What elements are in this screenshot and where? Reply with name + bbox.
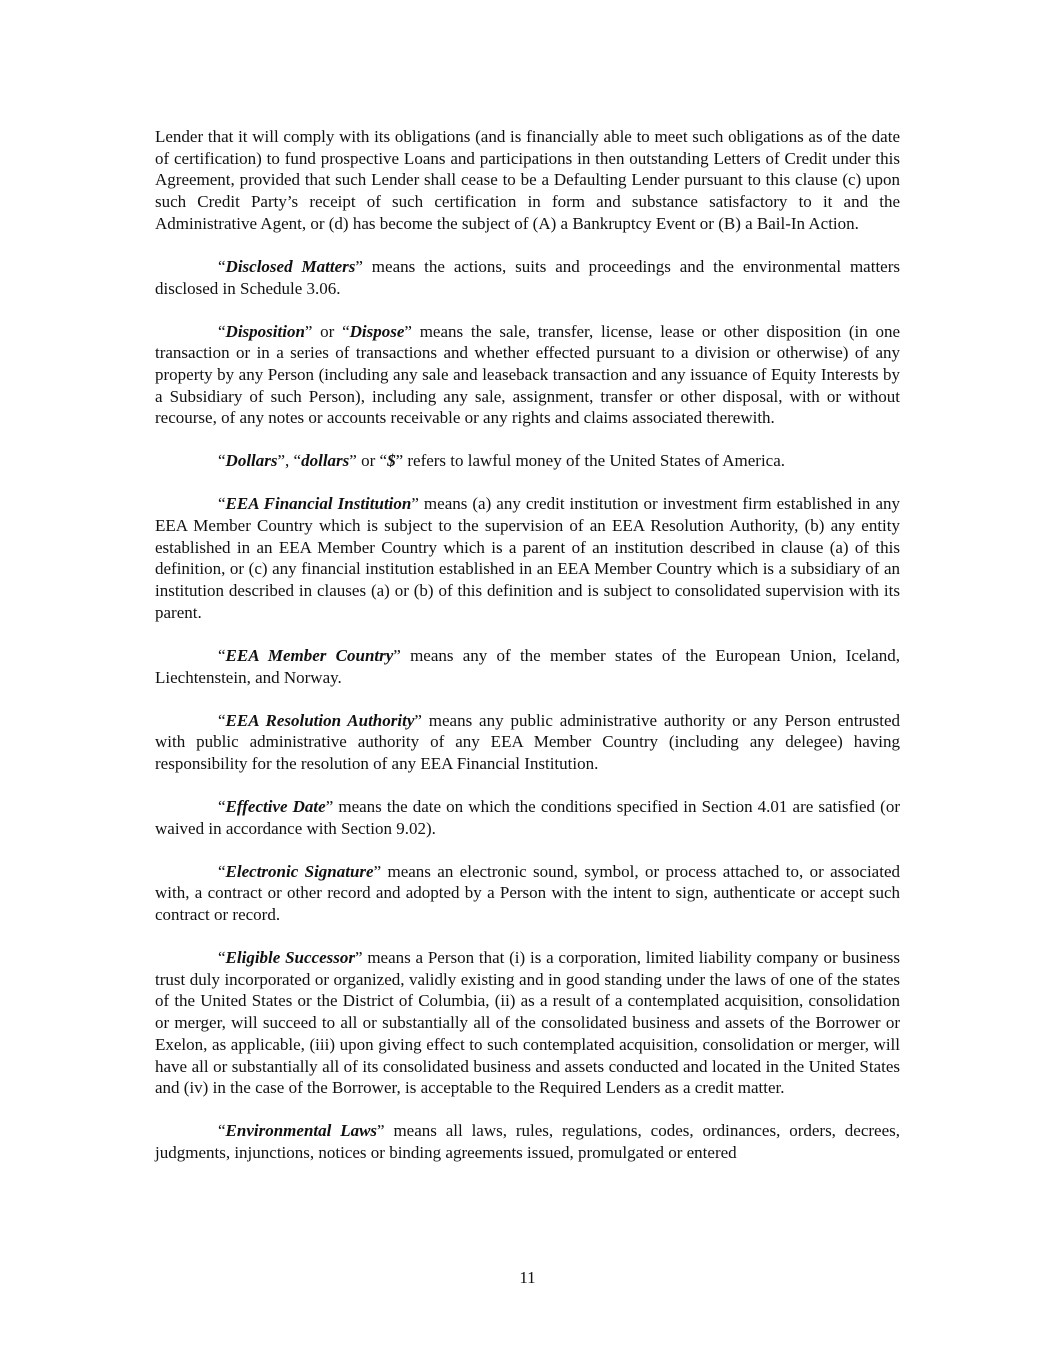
definition-paragraph: [155, 493, 900, 623]
paragraph-text: “: [218, 494, 226, 514]
definition-paragraph: [155, 710, 900, 775]
paragraph-text: Lender that it will comply with its obligations (and is financially able to meet such obligations as of the date of certification) to fund prospective Loans and participations in then outstanding Letters of Credit under this Agreement, provided that such Lender shall cease to be a Defaulting Lender pursuant to this clause (c) upon such Credit Party’s receipt of such certification in form and substance satisfactory to it and the Administrative Agent, or (d) has become the subject of (A) a Bankruptcy Event or (B) a Bail-In Action.: [155, 127, 900, 233]
definition-paragraph: [155, 450, 900, 472]
defined-term: $: [387, 451, 396, 471]
paragraph-text: “: [218, 451, 226, 471]
paragraph-text: “: [218, 1121, 226, 1141]
paragraph-text: ” means all laws, rules, regulations, codes, ordinances, orders, decrees, judgments, injunctions, notices or binding agreements issued, promulgated or entered: [155, 1121, 900, 1162]
paragraph-text: “: [218, 256, 226, 276]
paragraph-text: ” refers to lawful money of the United States of America.: [395, 451, 786, 471]
paragraph-text: ” means any of the member states of the European Union, Iceland, Liechtenstein, and Norway.: [155, 645, 900, 687]
paragraph-text: ” or “: [349, 451, 388, 471]
definition-paragraph: [155, 126, 900, 235]
paragraph-text: ” means the sale, transfer, license, lease or other disposition (in one transaction or in a series of transactions and whether effected pursuant to a division or otherwise) of any property by any Person (including any sale and leaseback transaction and any issuance of Equity Interests by a Subsidiary of such Person), including any sale, assignment, transfer or other disposal, with or without recourse, of any notes or accounts receivable or any rights and claims associated therewith.: [155, 321, 900, 428]
defined-term: dollars: [301, 451, 350, 471]
paragraph-text: ” means an electronic sound, symbol, or process attached to, or associated with, a contract or other record and adopted by a Person with the intent to sign, authenticate or accept such contract or record.: [155, 861, 900, 925]
defined-term: Eligible Successor: [225, 948, 355, 968]
paragraph-text: ” or “: [304, 321, 350, 341]
defined-term: Disposition: [225, 321, 305, 341]
defined-term: Dollars: [225, 451, 278, 471]
definition-paragraph: [155, 947, 900, 1099]
page-number: 11: [519, 1268, 536, 1287]
document-body: [155, 126, 900, 1185]
paragraph-text: ” means the date on which the conditions specified in Section 4.01 are satisfied (or waived in accordance with Section 9.02).: [155, 796, 900, 838]
defined-term: EEA Member Country: [225, 645, 394, 665]
paragraph-text: “: [218, 321, 226, 341]
paragraph-text: “: [218, 948, 226, 968]
paragraph-text: ” means any public administrative authority or any Person entrusted with public administrative authority of any EEA Member Country (including any delegee) having responsibility for the resolution of any EEA Financial Institution.: [155, 710, 901, 773]
defined-term: EEA Resolution Authority: [225, 710, 415, 730]
defined-term: Dispose: [349, 321, 405, 341]
definition-paragraph: [155, 645, 900, 688]
paragraph-text: “: [218, 796, 226, 816]
paragraph-text: ” means the actions, suits and proceedings and the environmental matters disclosed in Schedule 3.06.: [155, 256, 900, 298]
definition-paragraph: [155, 321, 900, 430]
definition-paragraph: [155, 861, 900, 926]
defined-term: Disclosed Matters: [225, 256, 356, 276]
paragraph-text: “: [218, 645, 226, 665]
definition-paragraph: [155, 256, 900, 299]
defined-term: Electronic Signature: [225, 861, 374, 881]
paragraph-text: ” means a Person that (i) is a corporation, limited liability company or business trust duly incorporated or organized, validly existing and in good standing under the laws of one of the states of the United States or the District of Columbia, (ii) as a result of a contemplated acquisition, consolidation or merger, will succeed to all or substantially all of the consolidated business and assets of the Borrower or Exelon, as applicable, (iii) upon giving effect to such contemplated acquisition, consolidation or merger, will have all or substantially all of its consolidated business and assets conducted and located in the United States and (iv) in the case of the Borrower, is acceptable to the Required Lenders as a credit matter.: [155, 948, 901, 1098]
paragraph-text: “: [218, 710, 226, 730]
defined-term: EEA Financial Institution: [225, 494, 412, 514]
paragraph-text: “: [218, 861, 226, 881]
defined-term: Environmental Laws: [225, 1121, 378, 1141]
paragraph-text: ”, “: [277, 451, 302, 471]
definition-paragraph: [155, 796, 900, 839]
definition-paragraph: [155, 1120, 900, 1163]
paragraph-text: ” means (a) any credit institution or investment firm established in any EEA Member Country which is subject to the supervision of an EEA Resolution Authority, (b) any entity established in an EEA Member Country which is a parent of an institution described in clause (a) of this definition, or (c) any financial institution established in an EEA Member Country which is a subsidiary of an institution described in clauses (a) or (b) of this definition and is subject to consolidated supervision with its parent.: [155, 494, 900, 622]
defined-term: Effective Date: [225, 796, 326, 816]
